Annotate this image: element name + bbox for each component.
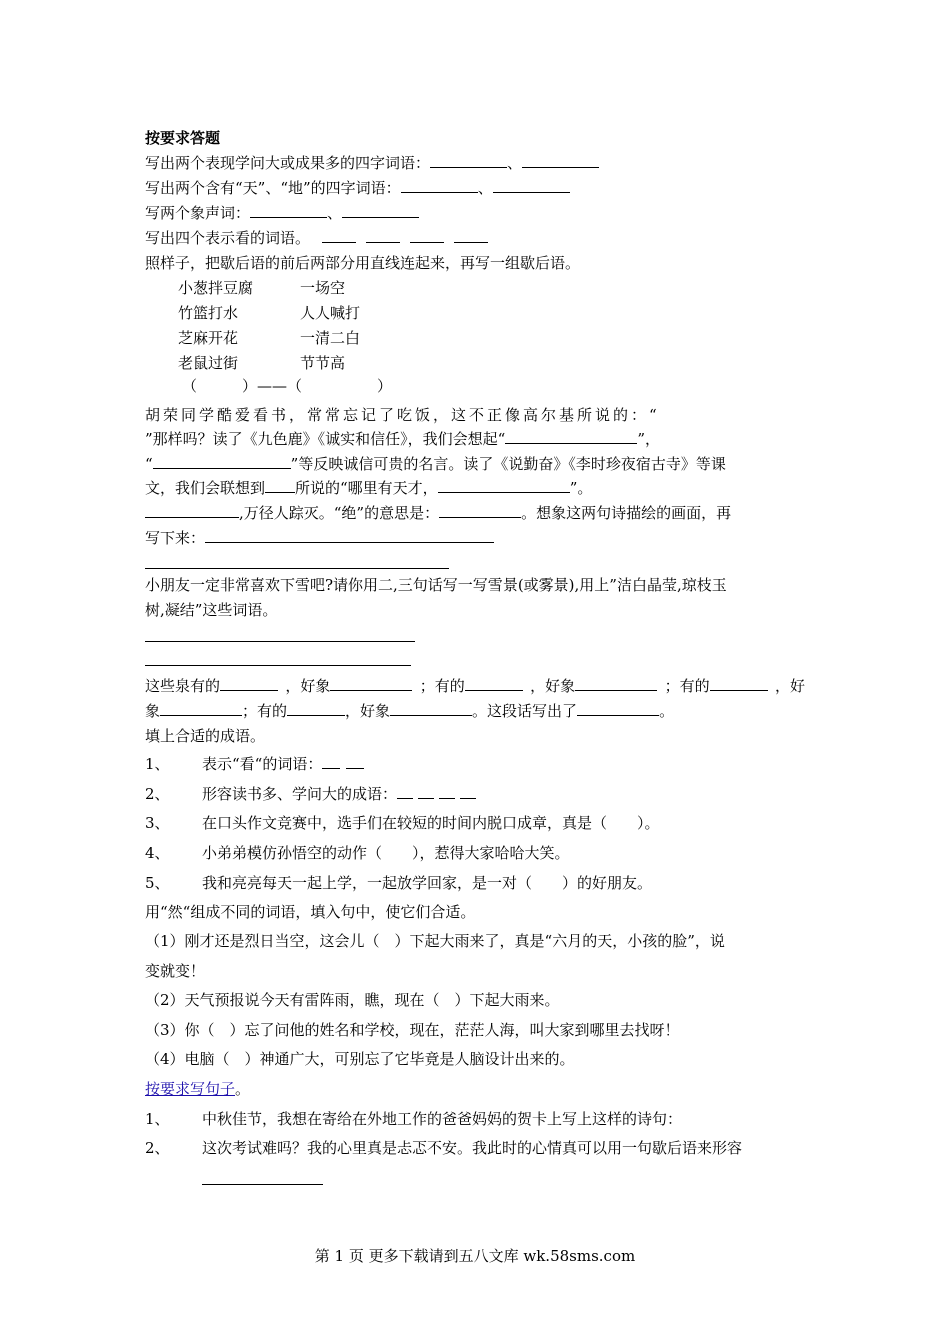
answer-blank[interactable] xyxy=(346,754,364,769)
answer-blank[interactable] xyxy=(250,203,327,218)
question-reading-line3: “ ”等反映诚信可贵的名言。读了《说勤奋》《李时珍夜宿古寺》等课 xyxy=(145,455,726,473)
xiehouyu-blank-row: （ ）——（ ） xyxy=(182,377,393,395)
answer-blank[interactable] xyxy=(322,754,340,769)
answer-blank[interactable] xyxy=(454,228,488,243)
question-onomatopoeia: 写两个象声词： 、 xyxy=(145,203,419,223)
list-item: 2、 这次考试难吗？我的心里真是忐忑不安。我此时的心情真可以用一句歇后语来形容 xyxy=(145,1139,743,1157)
answer-blank[interactable] xyxy=(577,701,659,716)
answer-blank[interactable] xyxy=(287,701,345,716)
list-item: 1、 表示“看“的词语： xyxy=(145,754,364,774)
answer-blank[interactable] xyxy=(145,503,239,518)
answer-blank[interactable] xyxy=(418,784,434,799)
answer-blank[interactable] xyxy=(153,454,291,469)
sentence-1b: 变就变！ xyxy=(145,962,206,980)
xiehouyu-left: 老鼠过街 xyxy=(178,354,239,372)
page-footer: 第 1 页 更多下载请到五八文库 wk.58sms.com xyxy=(314,1247,636,1265)
answer-blank[interactable] xyxy=(401,178,478,193)
answer-line[interactable] xyxy=(145,568,449,569)
answer-blank[interactable] xyxy=(366,228,400,243)
answer-blank[interactable] xyxy=(438,478,570,493)
answer-blank[interactable] xyxy=(575,676,657,691)
answer-blank[interactable] xyxy=(160,701,242,716)
sentence-4: （4）电脑（ ）神通广大，可别忘了它毕竟是人脑设计出来的。 xyxy=(145,1050,575,1068)
answer-blank[interactable] xyxy=(410,228,444,243)
question-write-sentences: 按要求写句子。 xyxy=(145,1080,251,1098)
question-idioms: 填上合适的成语。 xyxy=(145,727,266,745)
question-reading-line2: ”那样吗？读了《九色鹿》《诚实和信任》，我们会想起“ ”， xyxy=(145,430,661,448)
answer-blank[interactable] xyxy=(330,676,412,691)
question-snow-line2: 树,凝结”这些词语。 xyxy=(145,601,278,619)
answer-blank[interactable] xyxy=(430,153,507,168)
question-reading-line1: 胡荣同学酷爱看书，常常忘记了吃饭，这不正像高尔基所说的：“ xyxy=(145,406,660,424)
question-four-char-words: 写出两个表现学问大或成果多的四字词语： 、 xyxy=(145,153,599,173)
xiehouyu-right: 人人喊打 xyxy=(300,304,361,322)
write-sentences-link[interactable]: 按要求写句子 xyxy=(145,1080,236,1098)
answer-blank[interactable] xyxy=(342,203,419,218)
answer-blank[interactable] xyxy=(465,676,523,691)
sentence-2: （2）天气预报说今天有雷阵雨，瞧，现在（ ）下起大雨来。 xyxy=(145,991,560,1009)
answer-blank[interactable] xyxy=(505,429,637,444)
answer-blank[interactable] xyxy=(265,478,295,493)
answer-blank[interactable] xyxy=(710,676,768,691)
answer-line[interactable] xyxy=(145,665,411,666)
answer-blank[interactable] xyxy=(460,784,476,799)
answer-blank[interactable] xyxy=(205,528,494,543)
question-poem-line2: 写下来： xyxy=(145,528,494,548)
question-snow-line1: 小朋友一定非常喜欢下雪吧?请你用二,三句话写一写雪景(或雾景),用上”洁白晶莹,琼枝玉 xyxy=(145,576,727,594)
sentence-3: （3）你（ ）忘了问他的姓名和学校，现在，茫茫人海，叫大家到哪里去找呀！ xyxy=(145,1021,680,1039)
question-spring-line1: 这些泉有的 ，好象 ；有的 ，好象 ；有的 ，好 xyxy=(145,677,805,695)
answer-blank[interactable] xyxy=(220,676,278,691)
xiehouyu-right: 节节高 xyxy=(300,354,346,372)
question-tian-di-words: 写出两个含有“天”、“地”的四字词语： 、 xyxy=(145,178,570,198)
xiehouyu-left: 芝麻开花 xyxy=(178,329,239,347)
answer-blank[interactable] xyxy=(439,503,521,518)
list-item: 1、 中秋佳节，我想在寄给在外地工作的爸爸妈妈的贺卡上写上这样的诗句： xyxy=(145,1110,683,1128)
list-item: 3、 在口头作文竞赛中，选手们在较短的时间内脱口成章，真是（ ）。 xyxy=(145,814,660,832)
question-reading-line4: 文，我们会联想到 所说的“哪里有天才， ”。 xyxy=(145,479,593,497)
list-item: 5、 我和亮亮每天一起上学，一起放学回家，是一对（ ）的好朋友。 xyxy=(145,874,653,892)
sentence-1a: （1）刚才还是烈日当空，这会儿（ ）下起大雨来了，真是“六月的天，小孩的脸”，说 xyxy=(145,932,725,950)
list-item: 4、 小弟弟模仿孙悟空的动作（ ），惹得大家哈哈大笑。 xyxy=(145,844,570,862)
answer-blank[interactable] xyxy=(397,784,413,799)
question-xiehouyu: 照样子，把歇后语的前后两部分用直线连起来，再写一组歇后语。 xyxy=(145,254,581,272)
xiehouyu-right: 一清二白 xyxy=(300,329,361,347)
answer-line[interactable] xyxy=(145,641,415,642)
question-poem-line1: ,万径人踪灭。“绝”的意思是： 。想象这两句诗描绘的画面，再 xyxy=(145,503,731,523)
xiehouyu-left: 竹篮打水 xyxy=(178,304,239,322)
answer-line[interactable] xyxy=(202,1184,323,1185)
question-spring-line2: 象 ；有的 ，好象 。这段话写出了 。 xyxy=(145,702,675,720)
answer-blank[interactable] xyxy=(522,153,599,168)
list-item: 2、 形容读书多、学问大的成语： xyxy=(145,784,476,804)
section-heading: 按要求答题 xyxy=(145,129,221,147)
answer-blank[interactable] xyxy=(493,178,570,193)
answer-blank[interactable] xyxy=(390,701,472,716)
question-look-words: 写出四个表示看的词语。 xyxy=(145,228,488,248)
answer-blank[interactable] xyxy=(322,228,356,243)
xiehouyu-left: 小葱拌豆腐 xyxy=(178,279,254,297)
question-ran-words: 用“然“组成不同的词语，填入句中，使它们合适。 xyxy=(145,903,476,921)
answer-blank[interactable] xyxy=(439,784,455,799)
xiehouyu-right: 一场空 xyxy=(300,279,346,297)
